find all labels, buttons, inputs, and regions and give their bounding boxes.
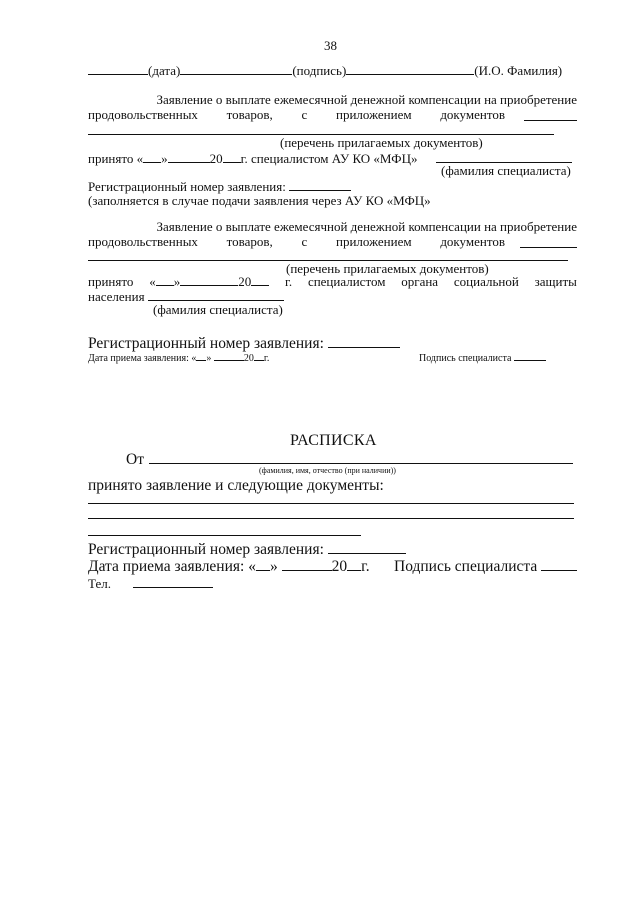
block1-reg-note: (заполняется в случае подачи заявления через АУ КО «МФЦ»: [88, 193, 431, 208]
block1-specialist-caption: (фамилия специалиста): [441, 163, 571, 178]
block2-population-line: населения: [88, 288, 284, 304]
receipt-date-line: Дата приема заявления: « » 20 г.: [88, 558, 370, 575]
receipt-reg-number: Регистрационный номер заявления:: [88, 539, 406, 559]
receipt-title: РАСПИСКА: [290, 432, 377, 449]
block1-line1: Заявление о выплате ежемесячной денежной компенсации на приобретение: [156, 92, 577, 107]
block2-doc-list-caption: (перечень прилагаемых документов): [286, 261, 489, 276]
block2-date-line: Дата приема заявления: « » 20 г.: [88, 353, 270, 364]
name-caption: (И.О. Фамилия): [474, 63, 563, 78]
receipt-phone-line: Тел.: [88, 575, 213, 591]
page-number: 38: [324, 38, 337, 53]
date-caption: (дата): [148, 63, 181, 78]
block1-reg-number: Регистрационный номер заявления:: [88, 178, 351, 194]
block2-line1: Заявление о выплате ежемесячной денежной компенсации на приобретение: [156, 219, 577, 234]
block2-accepted-line: принято « » 20 г. специалистом органа социальной защиты: [88, 274, 577, 289]
block2-signature-line: Подпись специалиста: [419, 351, 546, 365]
receipt-signature-line: Подпись специалиста: [394, 556, 577, 576]
receipt-from-caption: (фамилия, имя, отчество (при наличии)): [259, 466, 396, 475]
block2-reg-number: Регистрационный номер заявления:: [88, 333, 400, 353]
top-signature-line: [88, 62, 562, 78]
signature-caption: (подпись): [292, 63, 347, 78]
receipt-accepted-text: принято заявление и следующие документы:: [88, 477, 384, 494]
block2-line2: продовольственных товаров, с приложением документов: [88, 234, 505, 249]
block1-accepted-line: принято « » 20 г. специалистом АУ КО «МФЦ»: [88, 151, 418, 166]
block2-specialist-caption: (фамилия специалиста): [153, 302, 283, 317]
block1-line2: продовольственных товаров, с приложением документов: [88, 107, 505, 122]
block1-doc-list-caption: (перечень прилагаемых документов): [280, 135, 483, 150]
receipt-from-label: От: [126, 451, 144, 468]
